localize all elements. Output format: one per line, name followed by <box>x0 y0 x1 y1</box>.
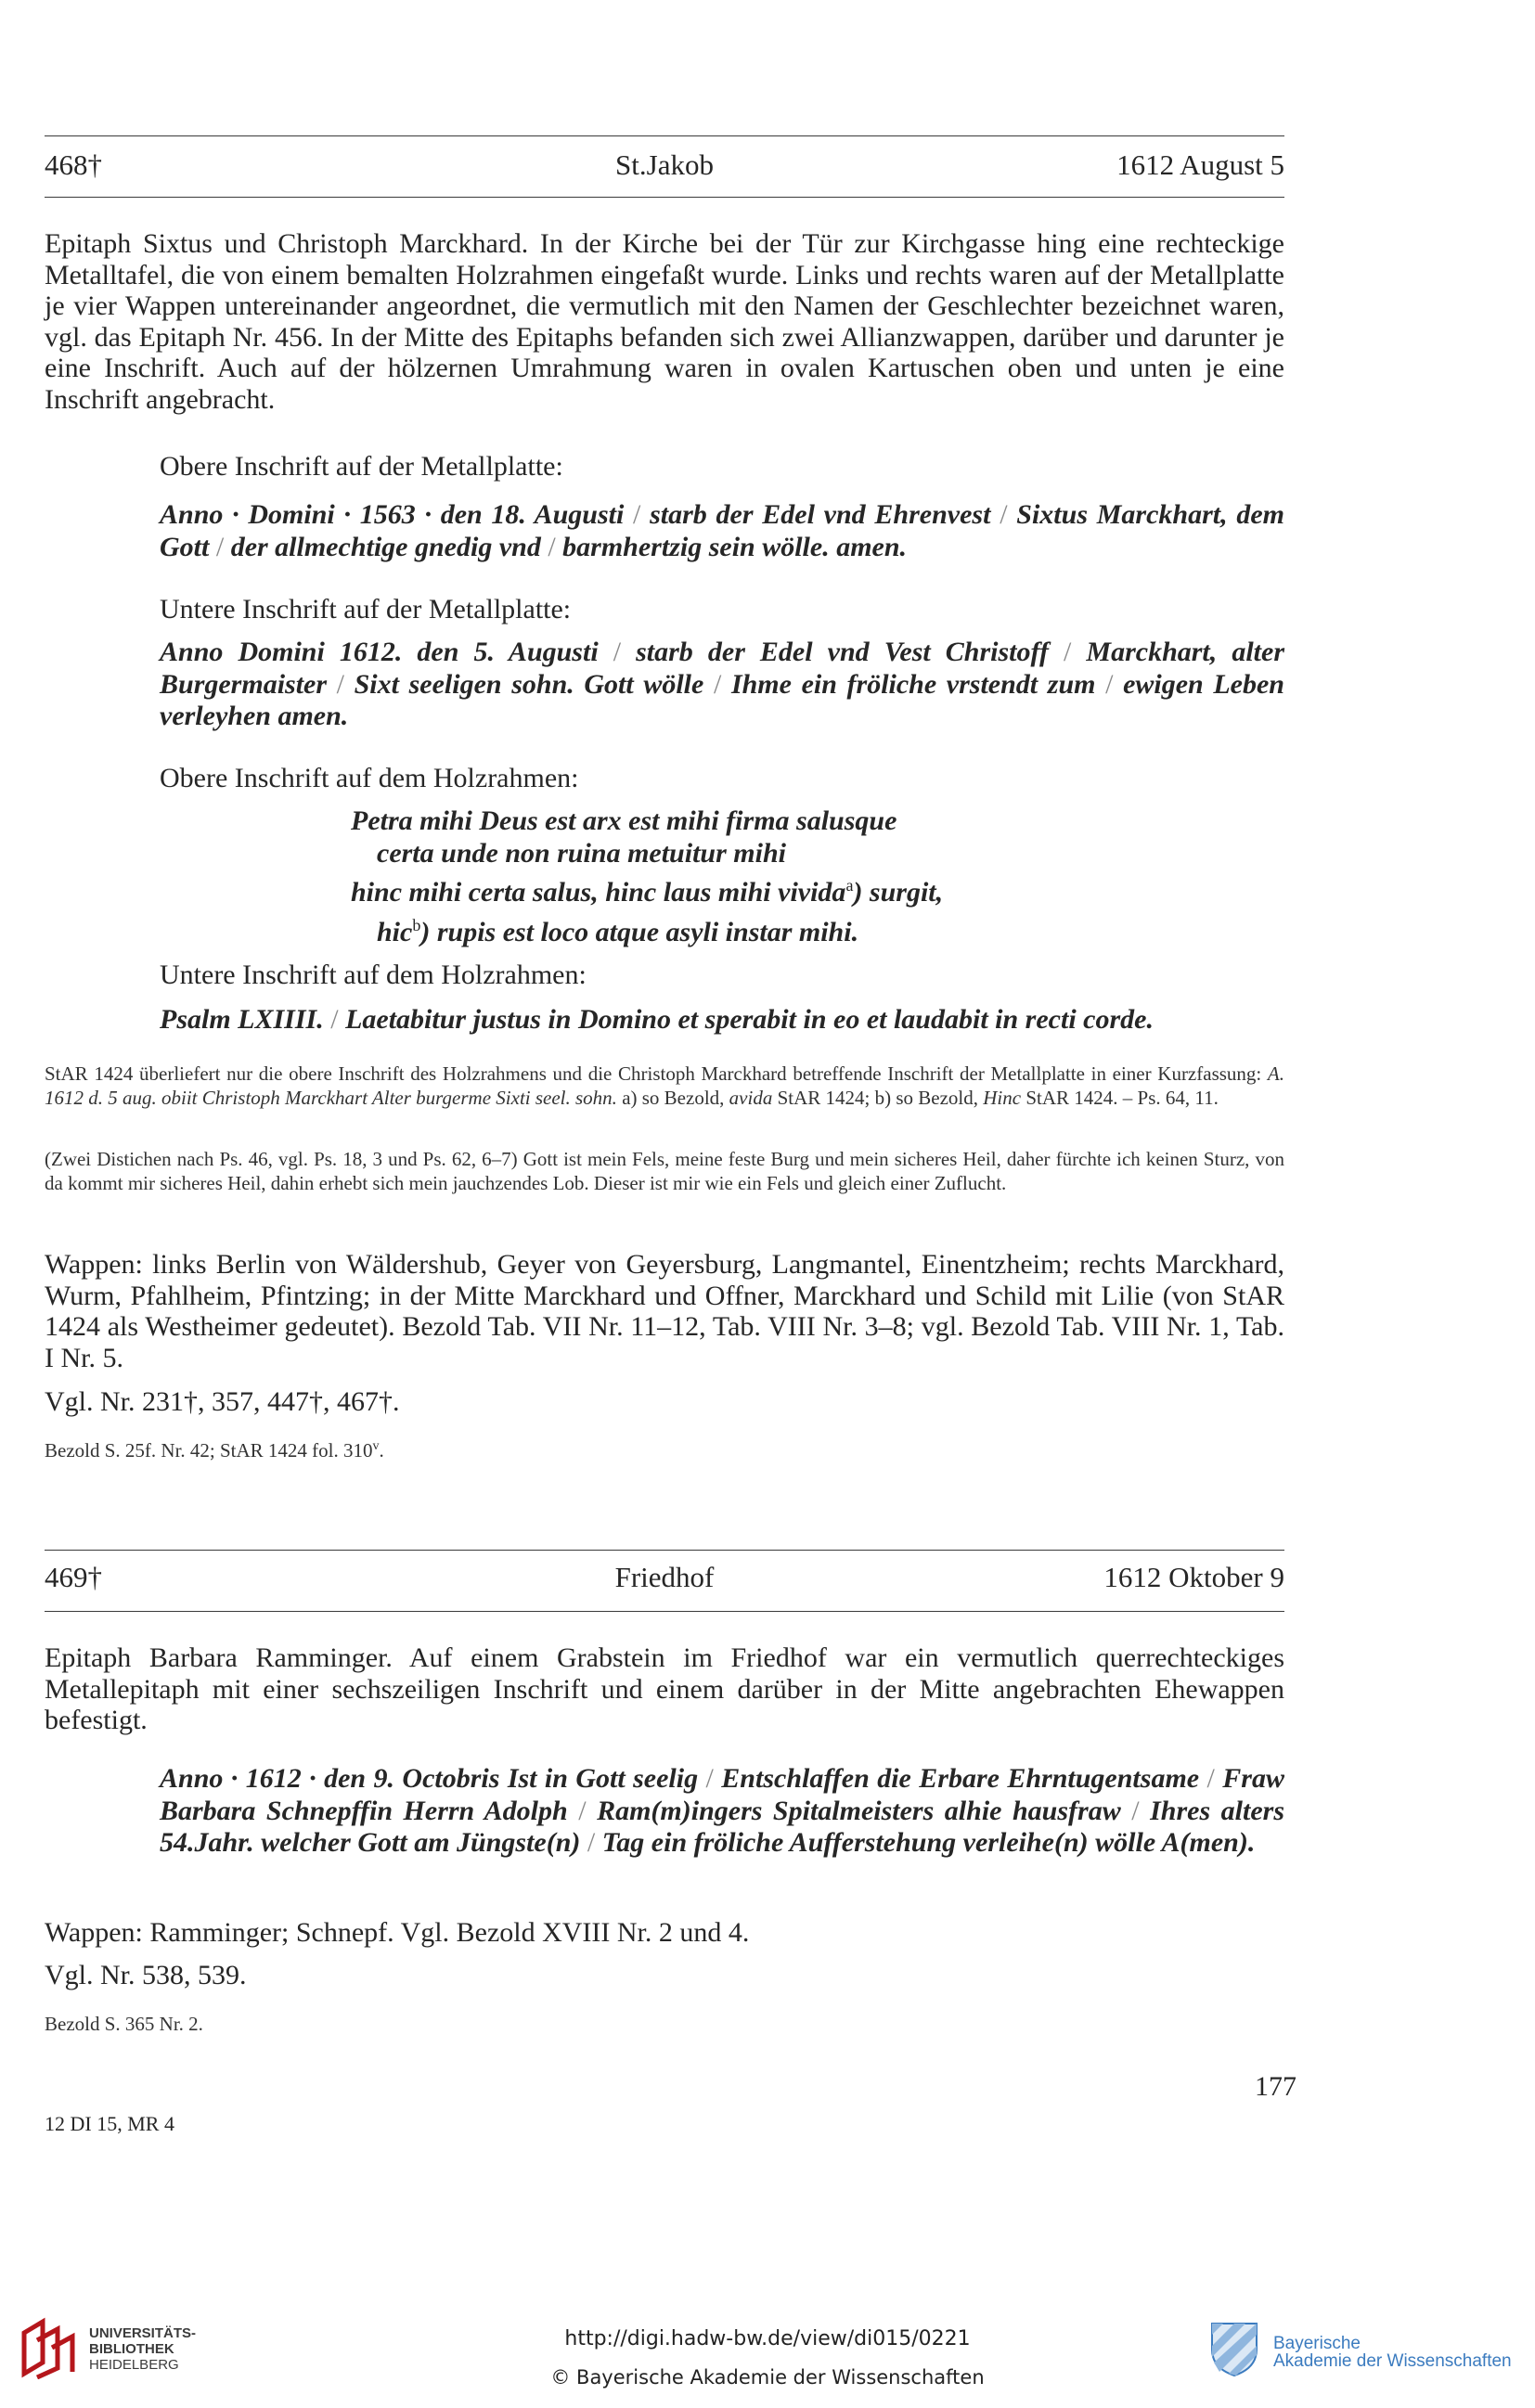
inscription-label: Obere Inschrift auf der Metallplatte: <box>160 451 563 482</box>
entry-place: Friedhof <box>614 1561 715 1593</box>
header-rule-top <box>45 1550 1284 1551</box>
poem-line: certa unde non ruina metuitur mihi <box>377 837 786 869</box>
inscription-text: Anno Domini 1612. den 5. Augusti / starb der Edel vnd Vest Christoff / Marckhart, alter Burgermaister / Sixt seeligen sohn. Gott wölle / Ihme ein fröliche vrstendt zum / ewigen Leben verleyhen amen. <box>160 637 1284 731</box>
header-rule-top <box>45 135 1284 136</box>
wappen-text: Wappen: Ramminger; Schnepf. Vgl. Bezold XVIII Nr. 2 und 4. <box>45 1917 750 1948</box>
entry-number: 468† <box>45 148 102 181</box>
entry-place: St.Jakob <box>615 148 714 181</box>
header-rule-bottom <box>45 1611 1284 1612</box>
permalink-url[interactable]: http://digi.hadw-bw.de/view/di015/0221 <box>564 2327 971 2350</box>
apparatus-note: StAR 1424 überliefert nur die obere Inschrift des Holzrahmens und die Christoph Marckhard betreffende Inschrift der Metallplatte in einer Kurzfassung: A. 1612 d. 5 aug. obiit Christoph Marckhart Alter burgerme Sixti seel. sohn. a) so Bezold, avida StAR 1424; b) so Bezold, Hinc StAR 1424. – Ps. 64, 11. <box>45 1062 1284 1109</box>
entry-number: 469† <box>45 1561 102 1593</box>
poem-line: hinc mihi certa salus, hinc laus mihi vivida$^a$) surgit, <box>351 876 944 908</box>
inscription-text: Psalm LXIIII. / Laetabitur justus in Domino et sperabit in eo et laudabit in recti corde. <box>160 1004 1154 1035</box>
copyright-text: © Bayerische Akademie der Wissenschaften <box>550 2366 985 2389</box>
source-text: Bezold S. 25f. Nr. 42; StAR 1424 fol. 310$^v$. <box>45 1439 384 1462</box>
inscription-text: Anno · 1612 · den 9. Octobris Ist in Gott seelig / Entschlaffen die Erbare Ehrntugentsame / Fraw Barbara Schnepffin Herrn Adolph / Ram(m)ingers Spitalmeisters alhie hausfraw / Ihres alters 54.Jahr. welcher Gott am Jüngste(n) / Tag ein fröliche Aufferstehung verleihe(n) wölle A(men). <box>160 1763 1284 1858</box>
ub-logo-text: UNIVERSITÄTS- BIBLIOTHEK HEIDELBERG <box>89 2325 197 2373</box>
entry-header <box>45 1559 1284 1596</box>
vgl-text: Vgl. Nr. 231†, 357, 447†, 467†. <box>45 1386 400 1417</box>
entry-description: Epitaph Barbara Ramminger. Auf einem Grabstein im Friedhof war ein vermutlich querrechteckiges Metallepitaph mit einer sechszeiligen Inschrift und einem darüber in der Mitte angebrachten Ehewappen befestigt. <box>45 1642 1284 1735</box>
baw-shield-icon <box>1208 2318 1260 2377</box>
page-number: 177 <box>1255 2071 1296 2102</box>
poem-line: Petra mihi Deus est arx est mihi firma salusque <box>351 805 897 836</box>
entry-date: 1612 August 5 <box>1116 148 1284 181</box>
baw-logo-text: Bayerische Akademie der Wissenschaften <box>1273 2334 1512 2371</box>
commentary-note: (Zwei Distichen nach Ps. 46, vgl. Ps. 18, 3 und Ps. 62, 6–7) Gott ist mein Fels, meine feste Burg und mein sicheres Heil, daher fürchte ich keinen Sturz, von da kommt mir sicheres Heil, dahin erhebt sich mein jauchzendes Lob. Dieser ist mir wie ein Fels und gleich einer Zuflucht. <box>45 1148 1284 1194</box>
inscription-label: Untere Inschrift auf der Metallplatte: <box>160 594 572 625</box>
signature-line: 12 DI 15, MR 4 <box>45 2112 174 2135</box>
wappen-text: Wappen: links Berlin von Wäldershub, Geyer von Geyersburg, Langmantel, Einentzheim; rechts Marckhard, Wurm, Pfahlheim, Pfintzing; in der Mitte Marckhard und Offner, Marckhard und Schild mit Lilie (von StAR 1424 als Westheimer gedeutet). Bezold Tab. VII Nr. 11–12, Tab. VIII Nr. 3–8; vgl. Bezold Tab. VIII Nr. 1, Tab. I Nr. 5. <box>45 1249 1284 1373</box>
entry-header <box>45 147 1284 184</box>
inscription-label: Untere Inschrift auf dem Holzrahmen: <box>160 959 587 990</box>
inscription-text: Anno · Domini · 1563 · den 18. Augusti / starb der Edel vnd Ehrenvest / Sixtus Marckhart, dem Gott / der allmechtige gnedig vnd / barmhertzig sein wölle. amen. <box>160 499 1284 562</box>
entry-date: 1612 Oktober 9 <box>1103 1561 1284 1593</box>
source-text: Bezold S. 365 Nr. 2. <box>45 2013 203 2035</box>
footer-bar <box>0 2303 1535 2408</box>
poem-line: hic$^b$) rupis est loco atque asyli instar mihi. <box>377 915 859 947</box>
inscription-label: Obere Inschrift auf dem Holzrahmen: <box>160 763 579 793</box>
header-rule-bottom <box>45 197 1284 198</box>
inscription-poem <box>351 805 943 948</box>
vgl-text: Vgl. Nr. 538, 539. <box>45 1960 247 1990</box>
entry-description: Epitaph Sixtus und Christoph Marckhard. In der Kirche bei der Tür zur Kirchgasse hing eine rechteckige Metalltafel, die von einem bemalten Holzrahmen eingefaßt wurde. Links und rechts waren auf der Metallplatte je vier Wappen untereinander angeordnet, die vermutlich mit den Namen der Geschlechter bezeichnet waren, vgl. das Epitaph Nr. 456. In der Mitte des Epitaphs befanden sich zwei Allianzwappen, darüber und darunter je eine Inschrift. Auch auf der hölzernen Umrahmung waren in ovalen Kartuschen oben und unten je eine Inschrift angebracht. <box>45 228 1284 415</box>
